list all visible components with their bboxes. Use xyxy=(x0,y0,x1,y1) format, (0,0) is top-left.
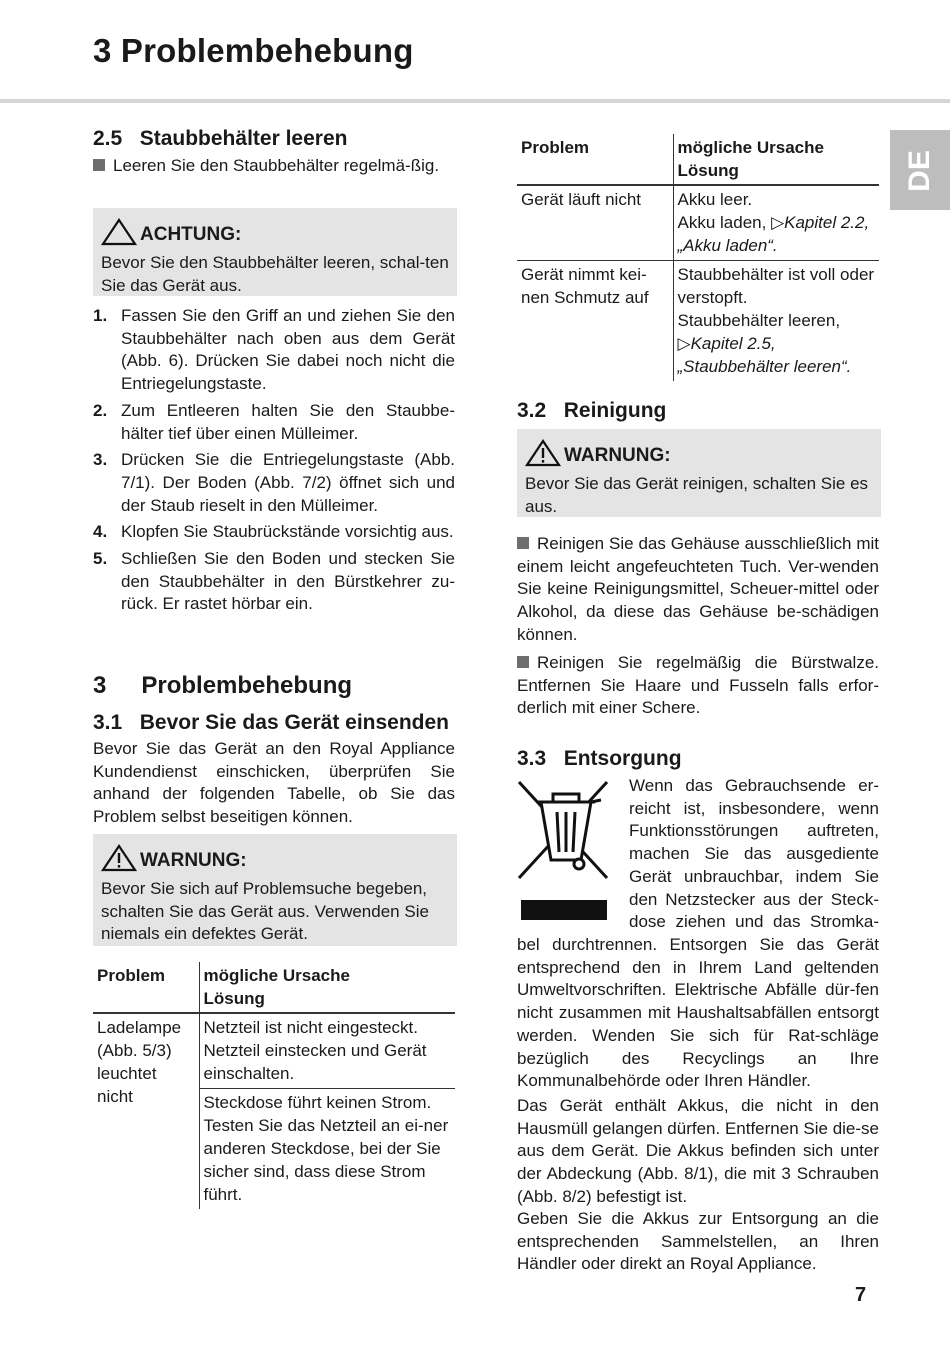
battery-return-text: Geben Sie die Akkus zur Entsorgung an die entsprechenden Sammelstellen, an Ihren Händler oder direkt an Royal Appliance. xyxy=(517,1209,879,1274)
section-3-3-heading: 3.3 Entsorgung xyxy=(517,747,682,770)
section-number: 2.5 xyxy=(93,127,123,150)
page-number: 7 xyxy=(855,1284,867,1306)
table-row xyxy=(517,261,879,382)
list-item: 3. Drücken Sie die Entriegelungstaste (Abb. 7/1). Der Boden (Abb. 7/2) öffnet sich und der Staub rieselt in den Mülleimer. xyxy=(93,450,455,515)
problem-table xyxy=(93,962,455,1209)
page-title: 3 Problembehebung xyxy=(93,32,414,69)
language-tab xyxy=(890,130,950,210)
warning-title: WARNUNG: xyxy=(101,844,449,878)
table-cell-problem: Ladelampe (Abb. 5/3) leuchtet nicht xyxy=(93,1013,199,1209)
reference-arrow-icon: ▷ xyxy=(677,334,691,353)
chapter-reference-link[interactable]: Kapitel 2.2, „Akku laden“. xyxy=(677,213,870,255)
caution-text: Bevor Sie den Staubbehälter leeren, schal-ten Sie das Gerät aus. xyxy=(101,253,449,295)
table-cell-cause: Akku leer. Akku laden, ▷Kapitel 2.2, „Akku laden“. xyxy=(677,190,870,255)
column-header-problem: Problem xyxy=(93,962,199,1013)
warning-exclamation-icon xyxy=(101,844,137,878)
page-header xyxy=(0,0,950,103)
section-3-2-heading: 3.2 Reinigung xyxy=(517,399,667,422)
square-bullet-icon xyxy=(517,656,529,668)
language-label: DE xyxy=(903,150,936,192)
column-header-cause: mögliche Ursache Lösung xyxy=(199,962,455,1013)
list-item: 5. Schließen Sie den Boden und stecken Sie den Staubbehälter in den Bürstkehrer zu-rück. Er rastet hörbar ein. xyxy=(93,549,455,614)
section-3-heading: 3 Problembehebung xyxy=(93,672,353,699)
section-title: Staubbehälter leeren xyxy=(139,127,348,150)
table-row xyxy=(93,1013,455,1089)
bullet-paragraph: Reinigen Sie das Gehäuse ausschließlich mit einem leicht angefeuchteten Tuch. Ver-wenden Sie keine Reinigungsmittel, Scheuer-mittel oder Alkohol, da diese das Gehäuse be-schädigen können. xyxy=(517,534,879,644)
square-bullet-icon xyxy=(517,537,529,549)
table-cell-cause: Steckdose führt keinen Strom. Testen Sie das Netzteil an ei-ner anderen Steckdose, bei der Sie sicher sind, dass diese Strom führt. xyxy=(199,1089,455,1210)
bullet-paragraph: Leeren Sie den Staubbehälter regelmä-ßig. xyxy=(93,155,457,178)
caution-title: ACHTUNG: xyxy=(101,218,449,252)
problem-table-continued xyxy=(517,134,879,381)
list-item: 2. Zum Entleeren halten Sie den Staubbe-hälter tief über einen Mülleimer. xyxy=(93,400,455,443)
caution-box xyxy=(93,208,457,296)
warning-exclamation-icon xyxy=(525,439,561,473)
step-list xyxy=(93,305,455,620)
section-3-1-text: Bevor Sie das Gerät an den Royal Appliance Kundendienst einschicken, überprüfen Sie anhand der folgenden Tabelle, ob Sie das Problem selbst beseitigen können. xyxy=(93,739,455,827)
table-cell-cause: Staubbehälter ist voll oder verstopft. Staubbehälter leeren, ▷Kapitel 2.5, „Staubbehälter leeren“. xyxy=(673,261,879,382)
warning-text: Bevor Sie sich auf Problemsuche begeben, schalten Sie das Gerät aus. Verwenden Sie niemals ein defektes Gerät. xyxy=(101,879,429,944)
column-header-problem: Problem xyxy=(517,134,673,185)
square-bullet-icon xyxy=(93,159,105,171)
disposal-text: bel durchtrennen. Entsorgen Sie das Gerät entsprechend den in Ihrem Land geltenden Umweltvorschriften. Elektrische Abfälle dür-fen nicht zusammen mit Haushaltsabfällen entsorgt werden. Wenden Sie sich für Rat-schläge bezüglich des Recyclings an Ihre Kommunalbehörde oder Ihren Händler. xyxy=(517,935,879,1091)
warning-box xyxy=(93,834,457,946)
crossed-out-wheelie-bin-icon xyxy=(517,780,617,920)
list-item: 1. Fassen Sie den Griff an und ziehen Sie den Staubbehälter nach oben aus dem Gerät (Abb. 6). Drücken Sie dabei noch nicht die Entriegelungstaste. xyxy=(93,306,455,394)
warning-box xyxy=(517,429,881,517)
warning-triangle-icon xyxy=(101,218,137,252)
section-2-5-heading xyxy=(93,127,347,151)
disposal-text-wrapped: Wenn das Gebrauchsende er- reicht ist, insbesondere, wenn Funktionsstörungen auftreten, machen Sie das ausgediente Gerät unbrauchbar, indem Sie den Netzstecker aus der Steck- dose ziehen und das Stromka- xyxy=(629,776,879,932)
table-cell-cause: Netzteil ist nicht eingesteckt. Netzteil einstecken und Gerät einschalten. xyxy=(203,1018,427,1083)
table-cell-problem: Gerät läuft nicht xyxy=(517,185,673,261)
column-header-cause: mögliche Ursache Lösung xyxy=(673,134,879,185)
table-cell-problem: Gerät nimmt kei-nen Schmutz auf xyxy=(517,261,673,382)
chapter-reference-link[interactable]: Kapitel 2.5, „Staubbehälter leeren“. xyxy=(677,334,852,376)
table-row xyxy=(517,185,879,261)
bullet-paragraph: Reinigen Sie regelmäßig die Bürstwalze. Entfernen Sie Haare und Fusseln falls erfor-derlich mit einer Schere. xyxy=(517,653,879,718)
warning-text: Bevor Sie das Gerät reinigen, schalten Sie es aus. xyxy=(525,474,869,516)
table-header-row xyxy=(93,962,455,1013)
section-3-1-heading: 3.1 Bevor Sie das Gerät einsenden xyxy=(93,711,450,734)
table-header-row xyxy=(517,134,879,185)
list-item: 4. Klopfen Sie Staubrückstände vorsichtig aus. xyxy=(93,522,454,542)
warning-title: WARNUNG: xyxy=(525,439,873,473)
battery-text: Das Gerät enthält Akkus, die nicht in den Hausmüll gelangen dürfen. Entfernen Sie die-se aus dem Gerät. Die Akkus befinden sich unter der Abdeckung (Abb. 8/1), die mit 3 Schrauben (Abb. 8/2) befestigt ist. xyxy=(517,1096,879,1206)
reference-arrow-icon: ▷ xyxy=(771,213,785,232)
